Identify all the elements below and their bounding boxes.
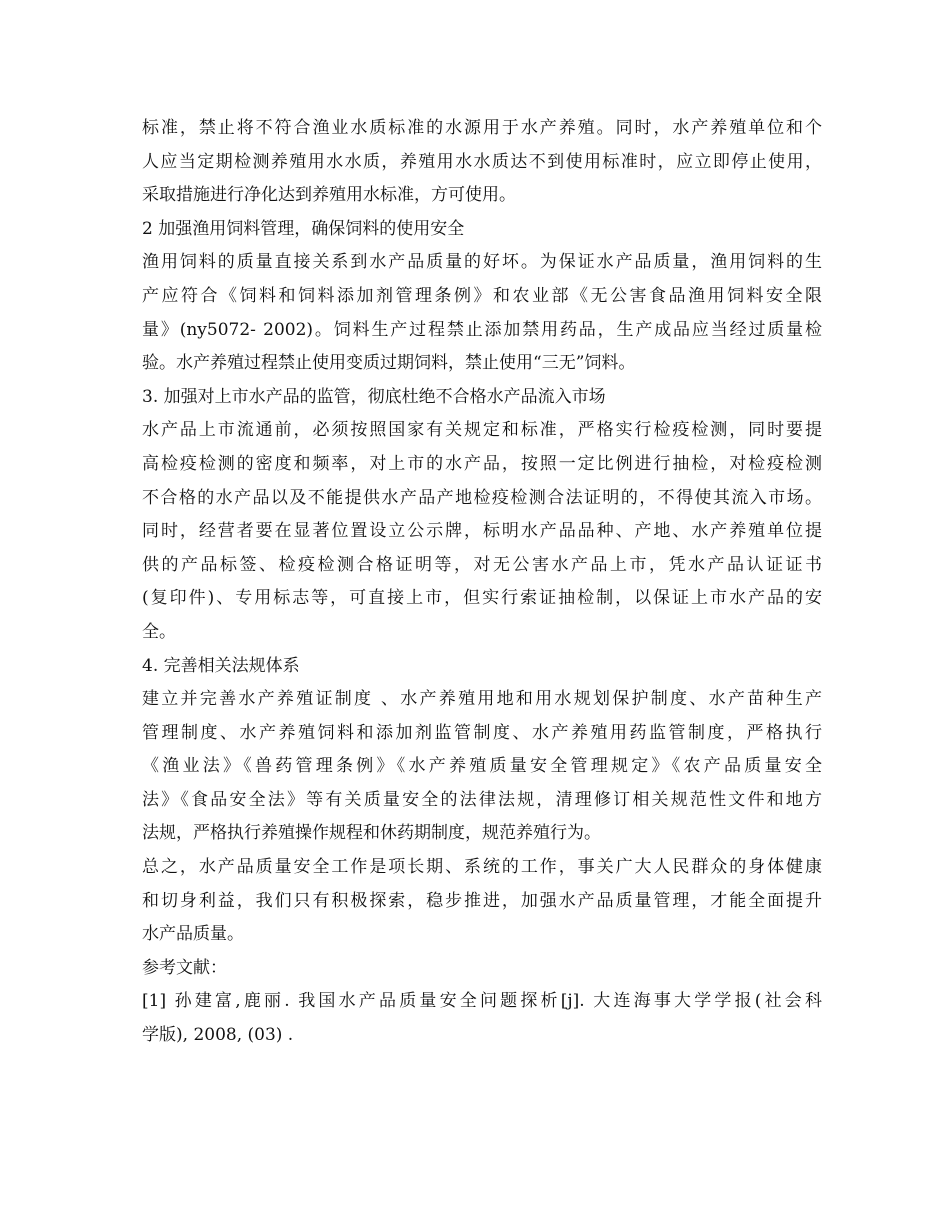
text-line-p2-l1: 渔用饲料的质量直接关系到水产品质量的好坏。为保证水产品质量，渔用饲料的生: [142, 252, 822, 273]
text-line-p3-l4: 同时，经营者要在显著位置设立公示牌，标明水产品品种、产地、水产养殖单位提: [142, 521, 822, 542]
text-line-p5-l1: 总之，水产品质量安全工作是项长期、系统的工作，事关广大人民群众的身体健康: [142, 857, 822, 878]
text-line-p3-l7: 全。: [142, 621, 176, 642]
text-line-p5-l2: 和切身利益，我们只有积极探索，稳步推进，加强水产品质量管理，才能全面提升: [142, 890, 822, 911]
text-line-p5-l3: 水产品质量。: [142, 924, 244, 945]
text-line-p1-l2: 人应当定期检测养殖用水水质，养殖用水水质达不到使用标准时，应立即停止使用，: [142, 151, 822, 172]
text-line-p3-l2: 高检疫检测的密度和频率，对上市的水产品，按照一定比例进行抽检，对检疫检测: [142, 453, 822, 474]
text-line-p1-l1: 标准，禁止将不符合渔业水质标准的水源用于水产养殖。同时，水产养殖单位和个: [142, 118, 822, 138]
text-line-p4-l2: 管理制度、水产养殖饲料和添加剂监管制度、水产养殖用药监管制度，严格执行: [142, 722, 822, 743]
text-line-p3-l1: 水产品上市流通前，必须按照国家有关规定和标准，严格实行检疫检测，同时要提: [142, 420, 822, 441]
text-line-p3-l5: 供的产品标签、检疫检测合格证明等，对无公害水产品上市，凭水产品认证证书: [142, 554, 822, 575]
text-line-h4: 4. 完善相关法规体系: [142, 655, 300, 676]
text-line-p4-l5: 法规，严格执行养殖操作规程和休药期制度，规范养殖行为。: [142, 823, 601, 844]
text-line-h2: 2 加强渔用饲料管理，确保饲料的使用安全: [142, 218, 465, 239]
text-line-p3-l6: (复印件)、专用标志等，可直接上市，但实行索证抽检制，以保证上市水产品的安: [142, 588, 822, 609]
text-line-p1-l3: 采取措施进行净化达到养殖用水标准，方可使用。: [142, 185, 516, 206]
text-line-p2-l2: 产应符合《饲料和饲料添加剂管理条例》和农业部《无公害食品渔用饲料安全限: [142, 285, 822, 306]
text-line-p4-l1: 建立并完善水产养殖证制度 、水产养殖用地和用水规划保护制度、水产苗种生产: [142, 689, 822, 710]
text-line-p4-l3: 《渔业法》《兽药管理条例》《水产养殖质量安全管理规定》《农产品质量安全: [142, 756, 822, 777]
text-line-p4-l4: 法》《食品安全法》等有关质量安全的法律法规，清理修订相关规范性文件和地方: [142, 789, 822, 810]
text-line-ref1-l1: [1] 孙建富,鹿丽. 我国水产品质量安全问题探析[j]. 大连海事大学学报(社会科: [142, 991, 822, 1012]
body-text: [142, 112, 822, 1053]
text-line-refs-title: 参考文献：: [142, 957, 227, 978]
text-line-ref1-l2: 学版), 2008, (03) .: [142, 1025, 294, 1046]
text-line-p2-l4: 验。水产养殖过程禁止使用变质过期饲料，禁止使用“三无”饲料。: [142, 353, 636, 374]
text-line-p3-l3: 不合格的水产品以及不能提供水产品产地检疫检测合法证明的，不得使其流入市场。: [142, 487, 822, 508]
text-line-h3: 3. 加强对上市水产品的监管，彻底杜绝不合格水产品流入市场: [142, 386, 606, 407]
text-line-p2-l3: 量》(ny5072- 2002)。饲料生产过程禁止添加禁用药品，生产成品应当经过质量检: [142, 319, 822, 340]
